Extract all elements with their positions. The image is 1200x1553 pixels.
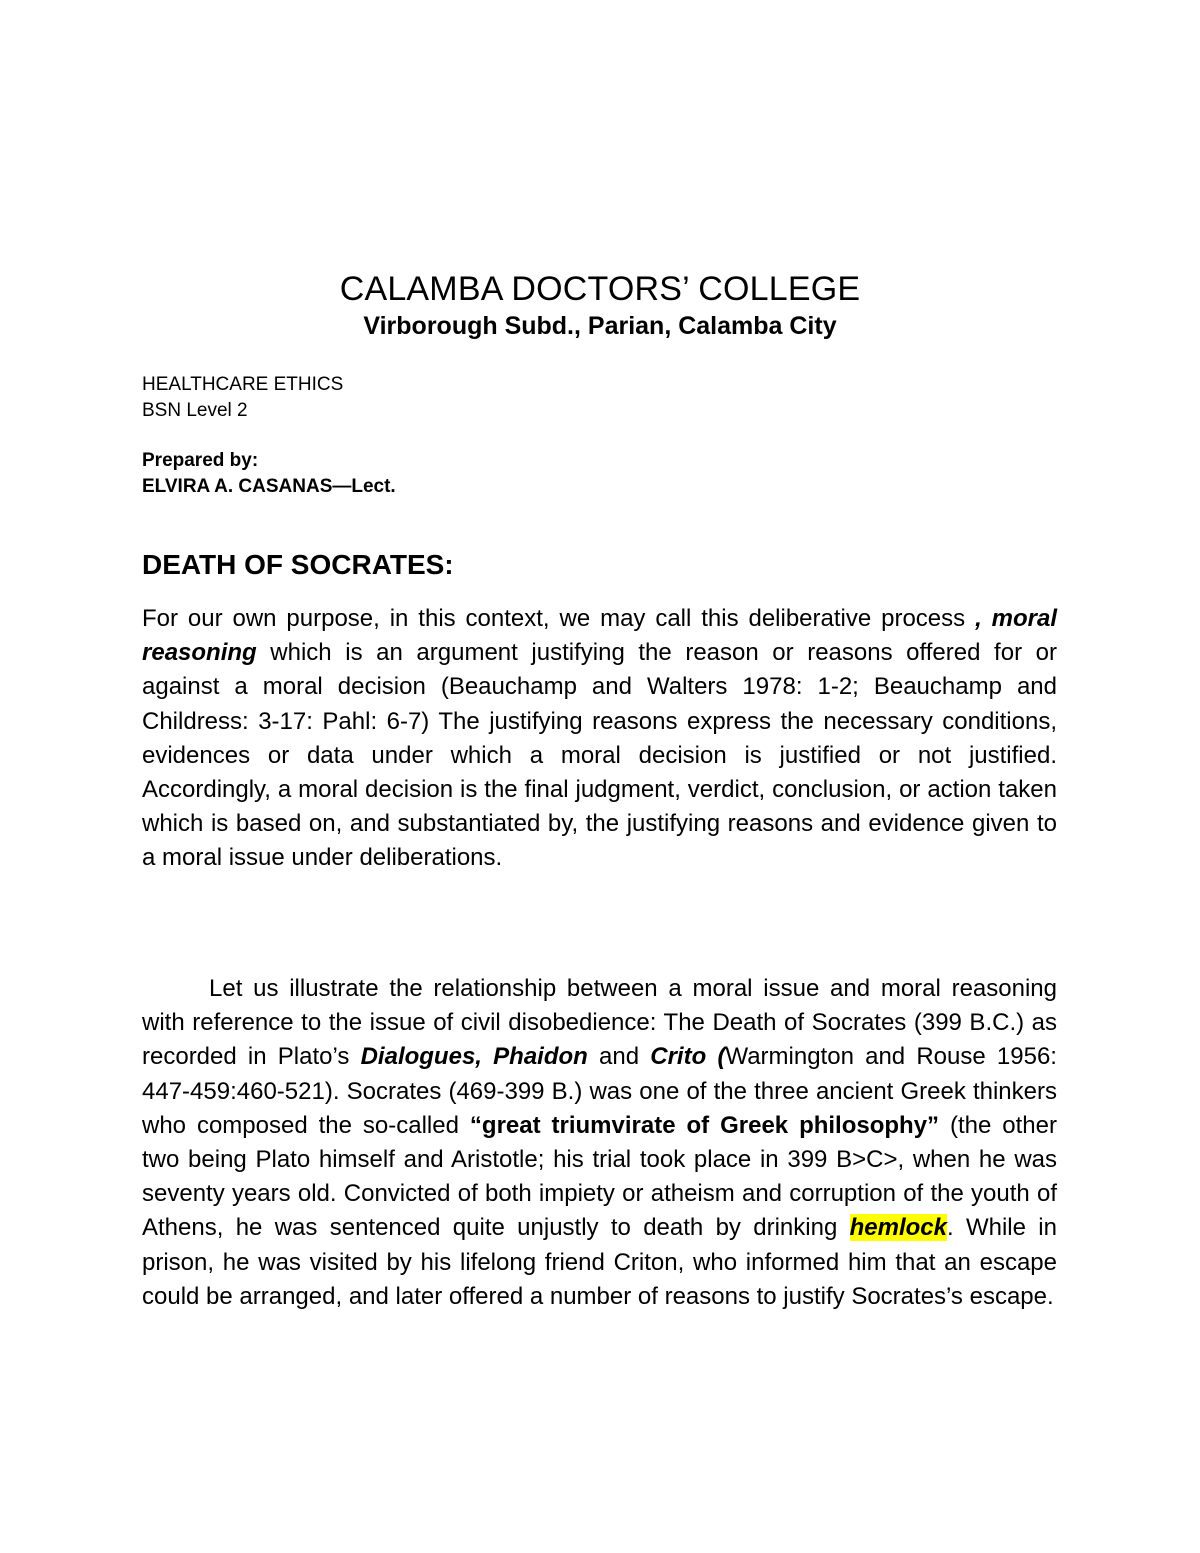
paragraph-text: and xyxy=(587,1043,651,1071)
paragraph-text: For our own purpose, in this context, we may call this deliberative process xyxy=(142,605,976,632)
paragraph-text: . While in prison, he was visited by his lifelong friend Criton, who informed him that an escape could be arranged, and later offered a number of reasons to justify Socrates’s escape. xyxy=(142,1214,1057,1310)
college-title: CALAMBA DOCTORS’ COLLEGE xyxy=(339,270,861,308)
course-level: BSN Level 2 xyxy=(142,400,248,421)
crito-title: Crito xyxy=(650,1043,707,1071)
prepared-by-label: Prepared by: xyxy=(142,450,259,471)
paragraph-text: ( xyxy=(706,1043,726,1071)
dialogues-phaidon-title: Dialogues, Phaidon xyxy=(360,1043,588,1071)
paragraph-socrates xyxy=(142,972,1057,1314)
college-address: Virborough Subd., Parian, Calamba City xyxy=(363,312,837,340)
hemlock-highlight: hemlock xyxy=(849,1214,947,1242)
paragraph-text: Warmington and Rouse 1956: 447-459:460-521). Socrates (469-399 B.) was one of the three ancient Greek thinkers who composed the so-called xyxy=(142,1043,1057,1139)
moral-reasoning-term: , moral reasoning xyxy=(142,605,1057,667)
section-heading: DEATH OF SOCRATES: xyxy=(142,549,454,580)
course-subject: HEALTHCARE ETHICS xyxy=(142,374,344,395)
paragraph-text: which is an argument justifying the reason or reasons offered for or against a moral decision (Beauchamp and Walters 1978: 1-2; Beauchamp and Childress: 3-17: Pahl: 6-7) The justifying reasons express the necessary conditions, evidences or data under which a moral decision is justified or not justified. Accordingly, a moral decision is the final judgment, verdict, conclusion, or action taken which is based on, and substantiated by, the justifying reasons and evidence given to a moral issue under deliberations. xyxy=(142,639,1057,872)
paragraph-text: Let us illustrate the relationship between a moral issue and moral reasoning with reference to the issue of civil disobedience: The Death of Socrates (399 B.C.) as recorded in Plato’s xyxy=(142,975,1057,1071)
paragraph-moral-reasoning xyxy=(142,602,1057,876)
paragraph-text: (the other two being Plato himself and Aristotle; his trial took place in 399 B>C>, when he was seventy years old. Convicted of both impiety or atheism and corruption of the youth of Athens, he was sentenced quite unjustly to death by drinking xyxy=(142,1111,1057,1242)
author-name: ELVIRA A. CASANAS—Lect. xyxy=(142,476,396,497)
triumvirate-phrase: “great triumvirate of Greek philosophy” xyxy=(469,1111,940,1139)
